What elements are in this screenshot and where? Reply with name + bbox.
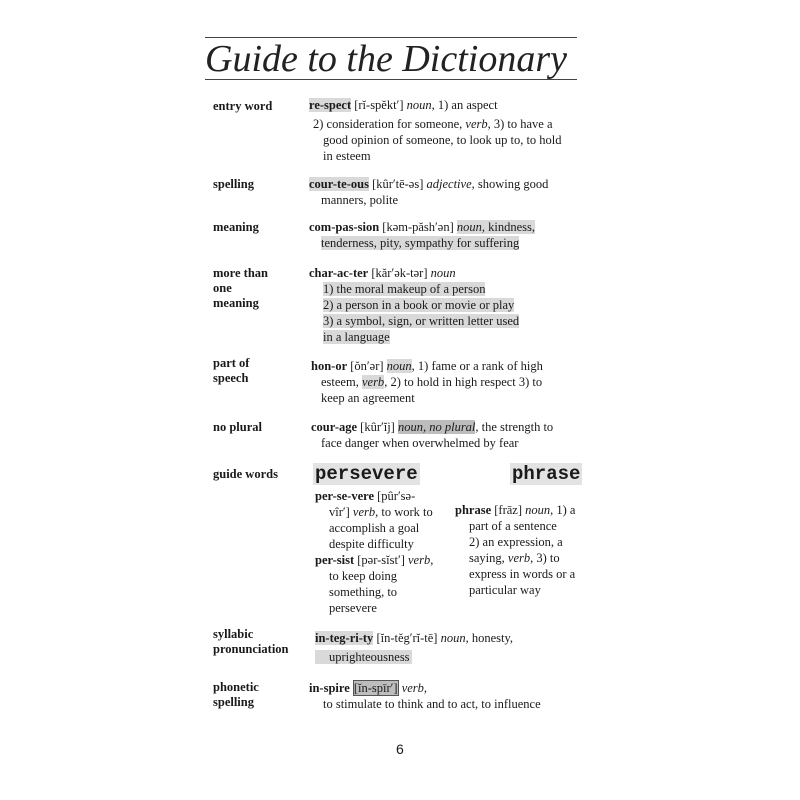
definition: despite difficulty: [329, 537, 414, 551]
pronunciation: [rĭ-spĕkt′]: [354, 98, 404, 112]
definition: in esteem: [323, 149, 371, 163]
part-of-speech: verb: [361, 375, 385, 389]
definition: 1) the moral makeup of a person: [323, 282, 486, 296]
pronunciation: [kăr′ək-tər]: [371, 266, 428, 280]
definition: , 1) fame or a rank of high: [411, 359, 543, 373]
entry-respect: [309, 97, 562, 164]
entry-courage: [311, 419, 553, 451]
definition: , 3) to have a: [487, 117, 553, 131]
label-line: phonetic: [213, 680, 259, 694]
part-of-speech: verb: [401, 681, 424, 695]
label-line: one: [213, 281, 232, 295]
definition: saying,: [469, 551, 508, 565]
label-line: pronunciation: [213, 642, 289, 656]
part-of-speech: noun: [525, 503, 551, 517]
definition: , 1) a: [550, 503, 576, 517]
pronunciation: [pûr′sə-: [377, 489, 416, 503]
definition: 2) a person in a book or movie or play: [323, 298, 515, 312]
definition: in a language: [323, 330, 390, 344]
pronunciation: [kûr′ĭj]: [360, 420, 395, 434]
label-no-plural: no plural: [213, 420, 262, 434]
label-line: speech: [213, 371, 249, 385]
label-meaning: meaning: [213, 220, 259, 234]
headword: char-ac-ter: [309, 266, 369, 280]
definition: keep an agreement: [321, 391, 415, 405]
definition: , to work to: [375, 505, 433, 519]
definition: esteem,: [321, 375, 362, 389]
part-of-speech: noun, no plural: [397, 420, 476, 434]
headword: phrase: [455, 503, 492, 517]
right-guide-word: phrase: [512, 463, 581, 485]
definition: accomplish a goal: [329, 521, 420, 535]
definition: express in words or a: [469, 567, 576, 581]
definition: , honesty,: [465, 631, 514, 645]
headword: per-sist: [315, 553, 355, 567]
part-of-speech: noun,: [406, 98, 435, 112]
definition: 3) a symbol, sign, or written letter used: [323, 314, 520, 328]
entry-inspire: in-spire [ĭn-spīr′] verb, to stimulate to think and to act, to influence: [309, 681, 541, 711]
part-of-speech: noun: [386, 359, 412, 373]
pronunciation: [pər-sĭst′]: [357, 553, 405, 567]
headword: com-pas-sion: [309, 220, 380, 234]
entry-character: [309, 265, 519, 345]
label-spelling: spelling: [213, 177, 254, 191]
definition: 2) an expression, a: [469, 535, 563, 549]
definition: particular way: [469, 583, 541, 597]
definition: 2) consideration for someone,: [313, 117, 466, 131]
label-line: meaning: [213, 296, 259, 310]
definition: , 2) to hold in high respect 3) to: [384, 375, 543, 389]
headword: hon-or: [311, 359, 348, 373]
definition: something, to: [329, 585, 398, 599]
definition: face danger when overwhelmed by fear: [321, 436, 519, 450]
pronunciation: vîr′]: [329, 505, 350, 519]
label-phonetic-spelling: [213, 680, 303, 710]
guide-column-left: per-se-vere [pûr′sə- vîr′] verb, to work to accomplish a goal despite difficulty per-sist [pər-sĭst′] verb, to keep doing something, to persevere: [315, 489, 434, 615]
part-of-speech: noun: [430, 266, 456, 280]
headword: cour-age: [311, 420, 358, 434]
left-guide-word: persevere: [315, 463, 418, 485]
label-guide-words: guide words: [213, 467, 278, 481]
pronunciation: [ŏn′ər]: [350, 359, 384, 373]
definition: uprighteousness: [315, 650, 412, 664]
part-of-speech: noun: [456, 220, 482, 234]
part-of-speech: verb: [507, 551, 531, 565]
headword: in-teg-ri-ty: [315, 631, 374, 645]
pronunciation: [ĭn-tĕg′rĭ-tē]: [376, 631, 438, 645]
pronunciation: [kəm-păsh′ən]: [382, 220, 454, 234]
label-line: syllabic: [213, 627, 254, 641]
headword: in-spire: [309, 681, 350, 695]
page-title: Guide to the Dictionary: [205, 38, 567, 80]
definition: tenderness, pity, sympathy for suffering: [321, 236, 520, 250]
label-entry-word: entry word: [213, 99, 273, 113]
part-of-speech: verb: [352, 505, 376, 519]
definition: to stimulate to think and to act, to influence: [323, 697, 541, 711]
definition: , kindness,: [481, 220, 535, 234]
pronunciation: [ĭn-spīr′]: [353, 681, 398, 695]
definition: good opinion of someone, to look up to, to hold: [323, 133, 562, 147]
definition: 1) an aspect: [434, 98, 498, 112]
definition: part of a sentence: [469, 519, 557, 533]
page-number: 6: [396, 741, 404, 757]
label-line: spelling: [213, 695, 254, 709]
pronunciation: [frāz]: [494, 503, 522, 517]
entry-integrity: [315, 630, 513, 665]
definition: persevere: [329, 601, 377, 615]
definition: to keep doing: [329, 569, 398, 583]
entry-compassion: [309, 219, 535, 251]
part-of-speech: adjective: [426, 177, 472, 191]
definition: , the strength to: [475, 420, 554, 434]
label-more-than-one-meaning: [213, 266, 303, 311]
part-of-speech: noun: [440, 631, 466, 645]
pronunciation: [kûr′tē-əs]: [372, 177, 424, 191]
entry-honor: [311, 358, 543, 406]
title-bottom-rule: [205, 79, 577, 80]
label-line: more than: [213, 266, 268, 280]
headword: cour-te-ous: [309, 177, 369, 191]
definition: , showing good: [471, 177, 549, 191]
entry-courteous: [309, 176, 548, 208]
headword: per-se-vere: [315, 489, 374, 503]
label-syllabic-pronunciation: [213, 627, 303, 657]
label-line: part of: [213, 356, 250, 370]
part-of-speech: verb: [465, 117, 488, 131]
label-part-of-speech: [213, 356, 303, 386]
part-of-speech: verb: [407, 553, 431, 567]
definition: , 3) to: [530, 551, 560, 565]
definition: manners, polite: [321, 193, 399, 207]
headword: re-spect: [309, 98, 352, 112]
guide-column-right: [455, 502, 575, 598]
